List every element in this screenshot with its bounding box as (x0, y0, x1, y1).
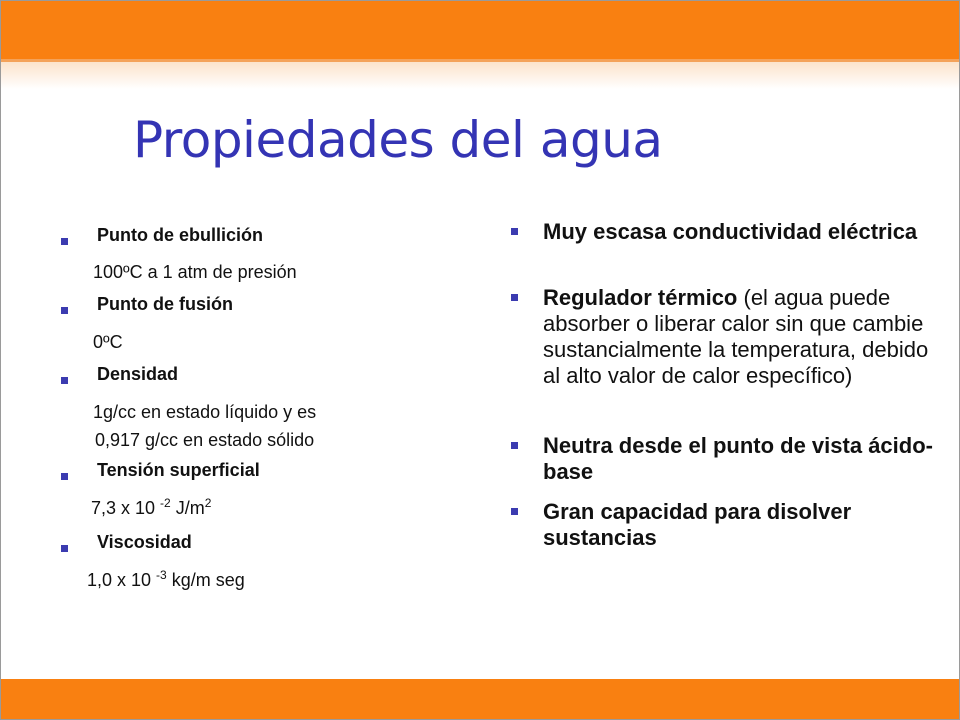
value-unit-exponent: 2 (204, 496, 212, 510)
property-value (91, 495, 211, 521)
bullet-square-icon (61, 307, 68, 314)
top-orange-band (1, 1, 959, 59)
slide-title: Propiedades del agua (133, 111, 663, 169)
property-label: Viscosidad (97, 532, 192, 552)
bullet-square-icon (61, 238, 68, 245)
property-statement (543, 285, 943, 389)
top-band-gradient (1, 62, 959, 89)
property-statement-detail: (el agua puede absorber o liberar calor sin que cambie sustancialmente la temperatura, debido al alto valor de calor específico) (543, 285, 929, 388)
property-label: Tensión superficial (97, 460, 260, 480)
property-value (87, 567, 245, 593)
bullet-square-icon (511, 442, 518, 449)
property-value: 0ºC (93, 332, 123, 352)
property-label: Densidad (97, 364, 179, 384)
property-statement-bold: Regulador térmico (543, 285, 738, 310)
value-unit: kg/m seg (166, 570, 245, 590)
property-statement: Gran capacidad para disolver sustancias (543, 499, 852, 550)
property-statement: Muy escasa conductividad eléctrica (543, 219, 918, 244)
property-value-line: 0,917 g/cc en estado sólido (95, 430, 315, 450)
property-label: Punto de fusión (97, 294, 233, 314)
property-value-line: 1g/cc en estado líquido y es (93, 402, 317, 422)
property-value: 100ºC a 1 atm de presión (93, 262, 297, 282)
bottom-orange-band (1, 679, 959, 720)
bullet-square-icon (511, 508, 518, 515)
value-base: 7,3 x 10 (91, 498, 161, 518)
value-unit: J/m (170, 498, 205, 518)
bullet-square-icon (61, 473, 68, 480)
bullet-square-icon (511, 228, 518, 235)
value-base: 1,0 x 10 (87, 570, 157, 590)
bullet-square-icon (61, 545, 68, 552)
property-statement: Neutra desde el punto de vista ácido-base (543, 433, 933, 484)
property-label: Punto de ebullición (97, 225, 263, 245)
value-exponent: -3 (156, 568, 167, 582)
bullet-square-icon (511, 294, 518, 301)
bullet-square-icon (61, 377, 68, 384)
value-exponent: -2 (160, 496, 171, 510)
